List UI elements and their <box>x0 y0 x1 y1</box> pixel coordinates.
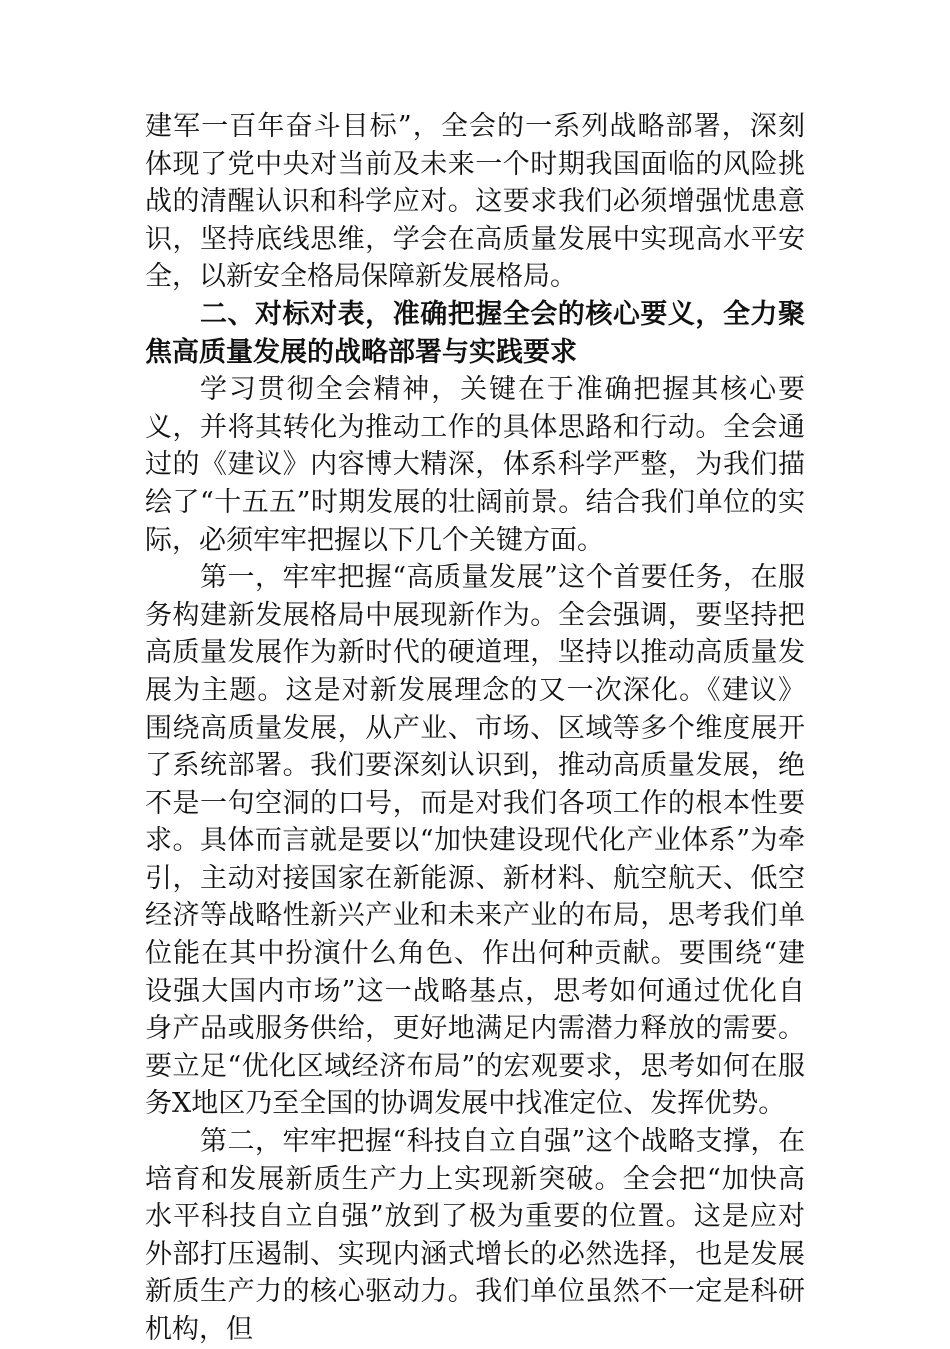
paragraph-continued: 建军一百年奋斗目标”，全会的一系列战略部署，深刻体现了党中央对当前及未来一个时期我国面临的风险挑战的清醒认识和科学应对。这要求我们必须增强忧患意识，坚持底线思维，学会在高质量发展中实现高水平安全，以新安全格局保障新发展格局。 <box>145 111 805 293</box>
paragraph-intro: 学习贯彻全会精神，关键在于准确把握其核心要义，并将其转化为推动工作的具体思路和行动。全会通过的《建议》内容博大精深，体系科学严整，为我们描绘了“十五五”时期发展的壮阔前景。结合我们单位的实际，必须牢牢把握以下几个关键方面。 <box>145 374 805 556</box>
section-heading: 二、对标对表，准确把握全会的核心要义，全力聚焦高质量发展的战略部署与实践要求 <box>145 298 805 368</box>
paragraph-first-point: 第一，牢牢把握“高质量发展”这个首要任务，在服务构建新发展格局中展现新作为。全会强调，要坚持把高质量发展作为新时代的硬道理，坚持以推动高质量发展为主题。这是对新发展理念的又一次深化。《建议》围绕高质量发展，从产业、市场、区域等多个维度展开了系统部署。我们要深刻认识到，推动高质量发展，绝不是一句空洞的口号，而是对我们各项工作的根本性要求。具体而言就是要以“加快建设现代化产业体系”为牵引，主动对接国家在新能源、新材料、航空航天、低空经济等战略性新兴产业和未来产业的布局，思考我们单位能在其中扮演什么角色、作出何种贡献。要围绕“建设强大国内市场”这一战略基点，思考如何通过优化自身产品或服务供给，更好地满足内需潜力释放的需要。要立足“优化区域经济布局”的宏观要求，思考如何在服务X地区乃至全国的协调发展中找准定位、发挥优势。 <box>145 562 805 1120</box>
document-body <box>145 108 805 1349</box>
paragraph-second-point: 第二，牢牢把握“科技自立自强”这个战略支撑，在培育和发展新质生产力上实现新突破。全会把“加快高水平科技自立自强”放到了极为重要的位置。这是应对外部打压遏制、实现内涵式增长的必然选择，也是发展新质生产力的核心驱动力。我们单位虽然不一定是科研机构，但 <box>145 1126 805 1345</box>
